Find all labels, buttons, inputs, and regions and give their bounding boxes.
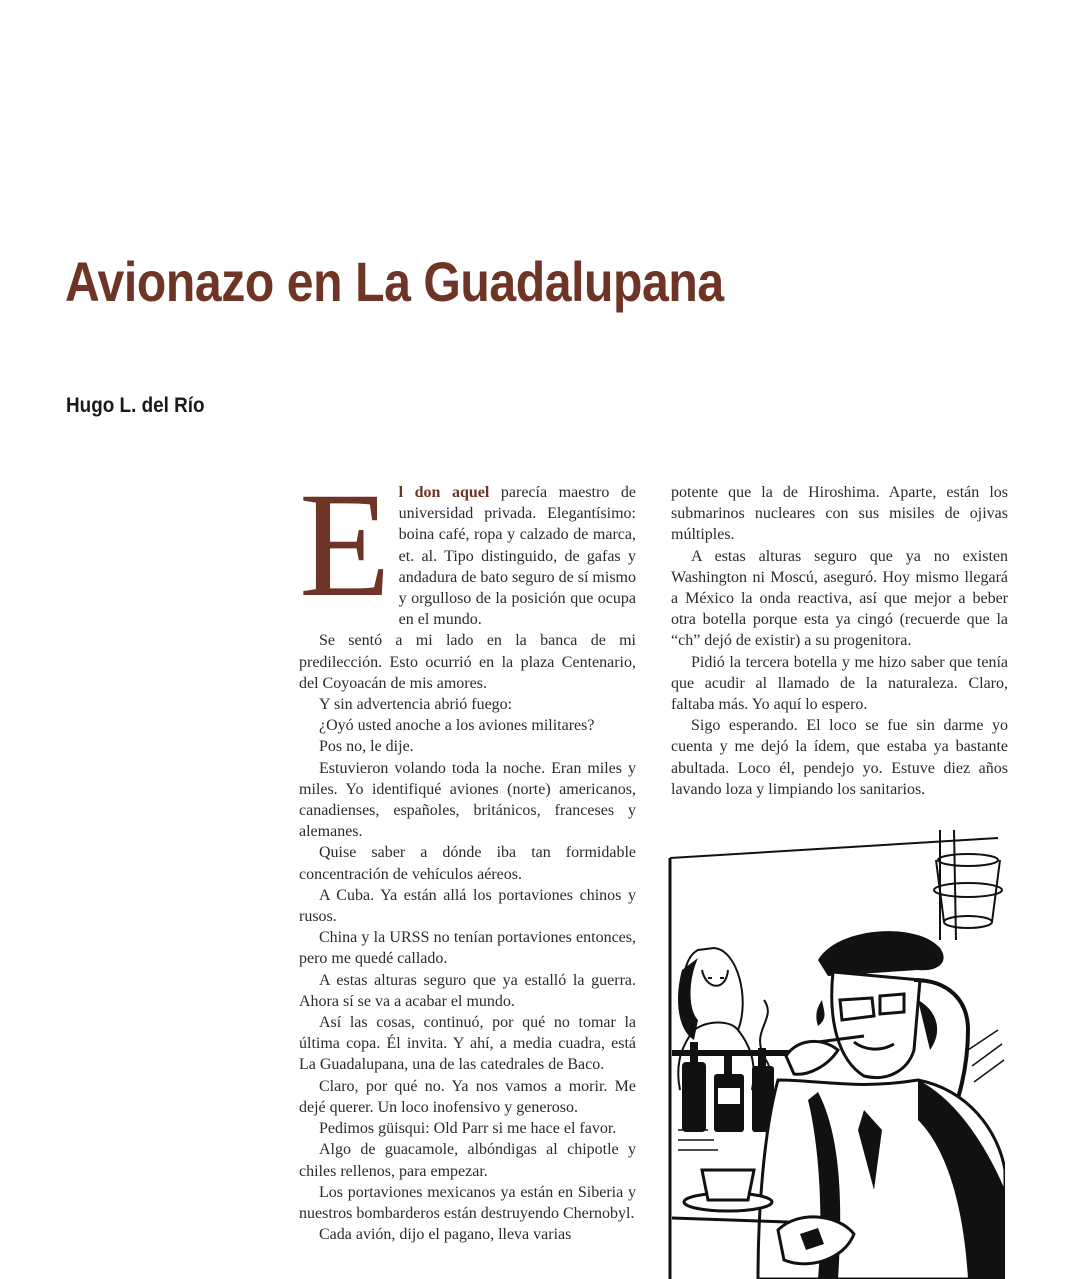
paragraph: Claro, por qué no. Ya nos vamos a morir. Me dejé querer. Un loco inofensivo y generoso. xyxy=(299,1077,636,1116)
paragraph: China y la URSS no tenían portaviones entonces, pero me quedé callado. xyxy=(299,929,636,968)
paragraph: Pedimos güisqui: Old Parr si me hace el favor. xyxy=(319,1120,617,1138)
paragraph: Cada avión, dijo el pagano, lleva varias xyxy=(319,1226,572,1244)
text-column-left xyxy=(299,462,636,1245)
ink-drawing-icon xyxy=(668,830,1005,1279)
text-column-right xyxy=(671,482,1008,800)
paragraph: Así las cosas, continuó, por qué no tomar la última copa. Él invita. Y ahí, a media cuadra, está La Guadalupana, una de las catedrales de Baco. xyxy=(299,1014,636,1074)
paragraph: Pidió la tercera botella y me hizo saber que tenía que acudir al llamado de la naturaleza. Claro, faltaba más. Yo aquí lo espero. xyxy=(671,653,1008,714)
article-title: Avionazo en La Guadalupana xyxy=(65,250,724,313)
paragraph: Y sin advertencia abrió fuego: xyxy=(319,696,513,714)
paragraph: Los portaviones mexicanos ya están en Siberia y nuestros bombarderos están destruyendo Chernobyl. xyxy=(299,1183,636,1222)
paragraph: A estas alturas seguro que ya estalló la guerra. Ahora sí se va a acabar el mundo. xyxy=(299,971,636,1010)
bar-scene-illustration xyxy=(668,830,1005,1279)
paragraph xyxy=(299,462,636,630)
paragraph: potente que la de Hiroshima. Aparte, están los submarinos nucleares con sus misiles de ojivas múltiples. xyxy=(671,484,1008,544)
paragraph: Algo de guacamole, albóndigas al chipotle y chiles rellenos, para empezar. xyxy=(299,1141,636,1180)
paragraph: Pos no, le dije. xyxy=(319,738,414,756)
paragraph: Estuvieron volando toda la noche. Eran miles y miles. Yo identifiqué aviones (norte) americanos, canadienses, españoles, británicos, franceses y alemanes. xyxy=(299,759,636,841)
paragraph: Quise saber a dónde iba tan formidable concentración de vehículos aéreos. xyxy=(299,844,636,883)
paragraph: A Cuba. Ya están allá los portaviones chinos y rusos. xyxy=(299,886,636,926)
drop-cap: E xyxy=(299,462,391,628)
paragraph-text: parecía maestro de universidad privada. Elegantísimo: boina café, ropa y calzado de marca, et. al. Tipo distinguido, de gafas y andadura de bato seguro de sí mismo y orgulloso de la posición que ocupa en el mundo. xyxy=(398,484,636,629)
lead-in: l don aquel xyxy=(398,484,490,501)
paragraph: A estas alturas seguro que ya no existen Washington ni Moscú, aseguró. Hoy mismo llegará a México la onda reactiva, así que mejor a beber otra botella porque esta ya cingó (recuerde que la “ch” dejó de existir) a su progenitora. xyxy=(671,547,1008,650)
article-author: Hugo L. del Río xyxy=(66,394,205,417)
paragraph: ¿Oyó usted anoche a los aviones militares? xyxy=(319,717,595,735)
paragraph: Sigo esperando. El loco se fue sin darme yo cuenta y me dejó la ídem, que estaba ya bastante abultada. Loco él, pendejo yo. Estuve diez años lavando loza y limpiando los sanitarios. xyxy=(671,717,1008,798)
paragraph: Se sentó a mi lado en la banca de mi predilección. Esto ocurrió en la plaza Centenario, del Coyoacán de mis amores. xyxy=(299,632,636,692)
